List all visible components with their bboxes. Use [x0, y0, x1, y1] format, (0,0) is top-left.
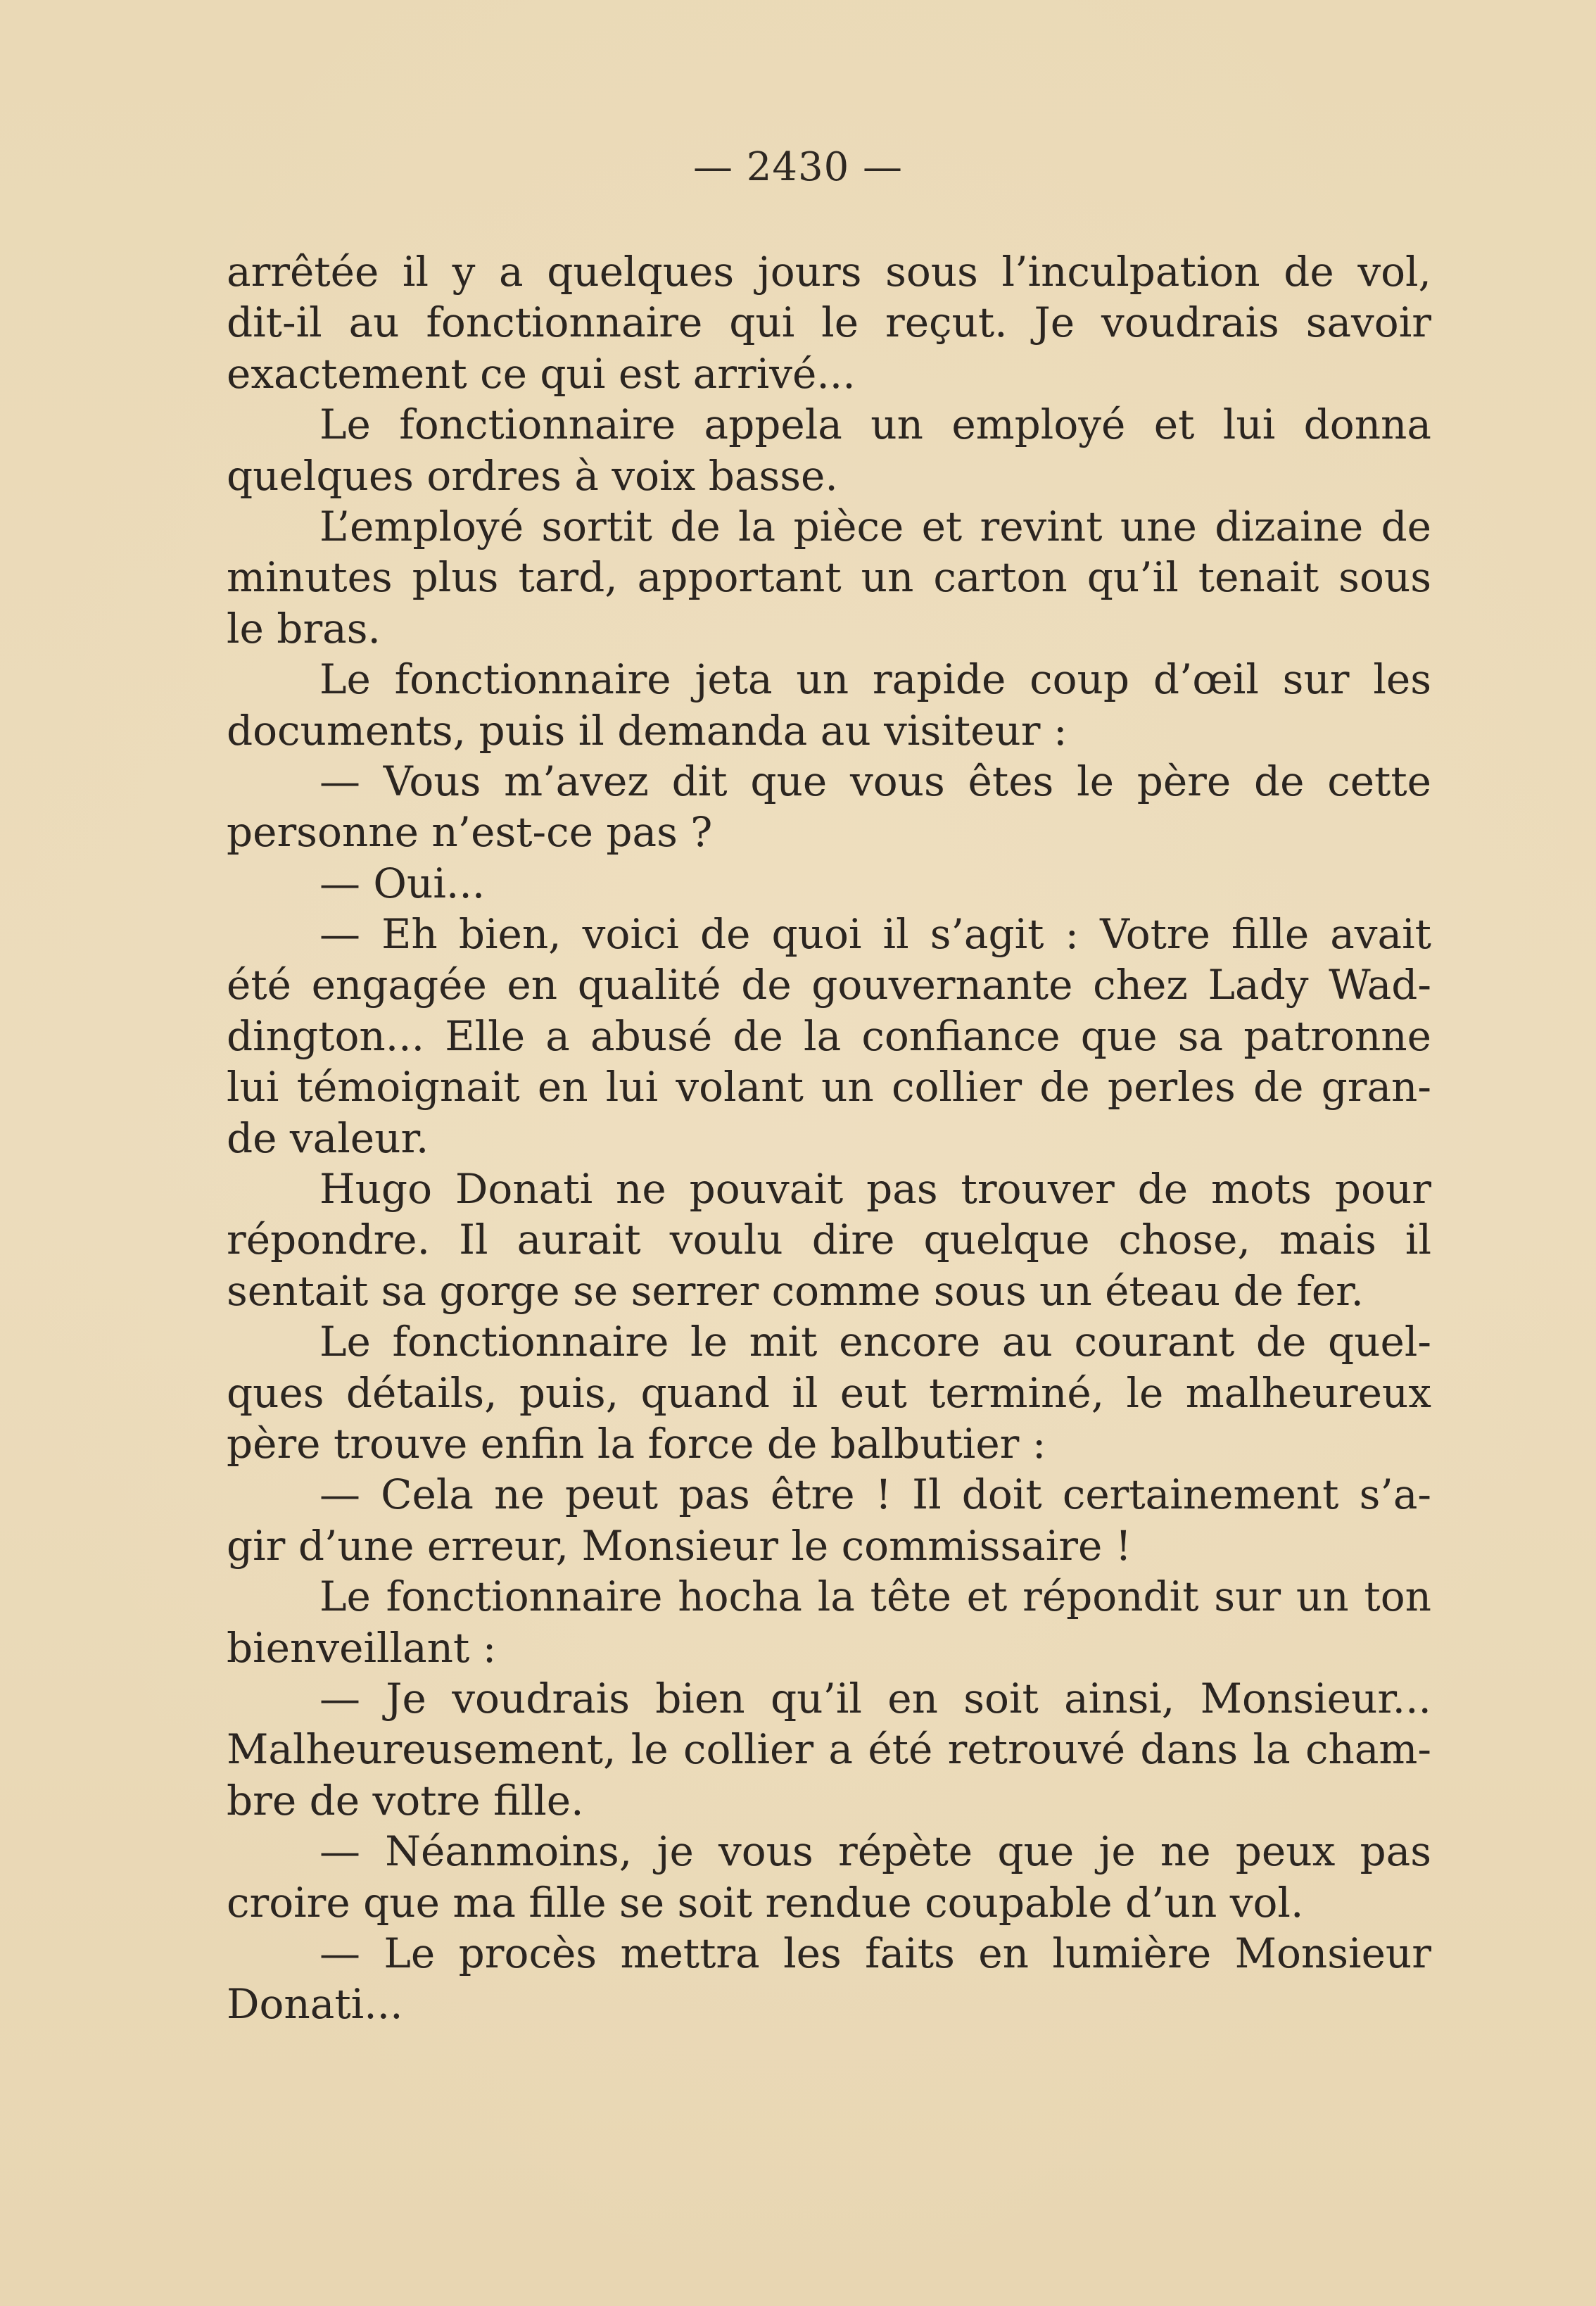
text-line: lui témoignait en lui volant un collier de perles de gran- [227, 1063, 1431, 1111]
text-line: bre de votre fille. [227, 1776, 584, 1825]
text-line: ques détails, puis, quand il eut terminé, le malheureux [227, 1368, 1431, 1417]
text-line: Le fonctionnaire hocha la tête et répondit sur un ton [319, 1573, 1431, 1621]
text-line: — Eh bien, voici de quoi il s’agit : Votre fille avait [319, 910, 1431, 959]
text-line: minutes plus tard, apportant un carton qu’il tenait sous [227, 553, 1431, 602]
text-line: sentait sa gorge se serrer comme sous un éteau de fer. [227, 1266, 1364, 1315]
text-line: exactement ce qui est arrivé... [227, 349, 856, 398]
text-line: Le fonctionnaire le mit encore au courant de quel- [319, 1318, 1431, 1366]
text-line: Le fonctionnaire appela un employé et lui donna [319, 401, 1431, 449]
text-line: documents, puis il demanda au visiteur : [227, 706, 1068, 755]
text-line: été engagée en qualité de gouvernante chez Lady Wad- [227, 961, 1431, 1009]
text-line: Donati... [227, 1980, 403, 2029]
page-number: — 2430 — [692, 144, 904, 190]
text-line: répondre. Il aurait voulu dire quelque chose, mais il [227, 1216, 1431, 1264]
text-line: — Néanmoins, je vous répète que je ne peux pas [319, 1827, 1431, 1876]
text-line: — Cela ne peut pas être ! Il doit certainement s’a- [319, 1470, 1431, 1519]
text-line: de valeur. [227, 1114, 429, 1162]
text-line: arrêtée il y a quelques jours sous l’inculpation de vol, [227, 248, 1431, 296]
text-line: — Le procès mettra les faits en lumière Monsieur [319, 1929, 1431, 1977]
text-line: Le fonctionnaire jeta un rapide coup d’œil sur les [319, 655, 1431, 704]
text-line: père trouve enfin la force de balbutier : [227, 1419, 1046, 1468]
text-line: bienveillant : [227, 1623, 497, 1672]
text-line: dington... Elle a abusé de la confiance que sa patronne [227, 1012, 1431, 1060]
text-line: personne n’est-ce pas ? [227, 808, 713, 857]
text-line: — Oui... [319, 859, 486, 907]
text-line: le bras. [227, 604, 381, 653]
text-line: — Vous m’avez dit que vous êtes le père de cette [319, 757, 1431, 805]
text-line: quelques ordres à voix basse. [227, 451, 838, 500]
body-text [227, 246, 1431, 2030]
text-line: croire que ma fille se soit rendue coupable d’un vol. [227, 1878, 1304, 1927]
text-line: Malheureusement, le collier a été retrouvé dans la cham- [227, 1725, 1431, 1774]
text-line: dit-il au fonctionnaire qui le reçut. Je voudrais savoir [227, 298, 1431, 347]
text-line: L’employé sortit de la pièce et revint une dizaine de [319, 502, 1431, 550]
text-line: Hugo Donati ne pouvait pas trouver de mots pour [319, 1165, 1431, 1214]
text-line: gir d’une erreur, Monsieur le commissaire ! [227, 1521, 1132, 1570]
text-line: — Je voudrais bien qu’il en soit ainsi, Monsieur... [319, 1674, 1431, 1722]
